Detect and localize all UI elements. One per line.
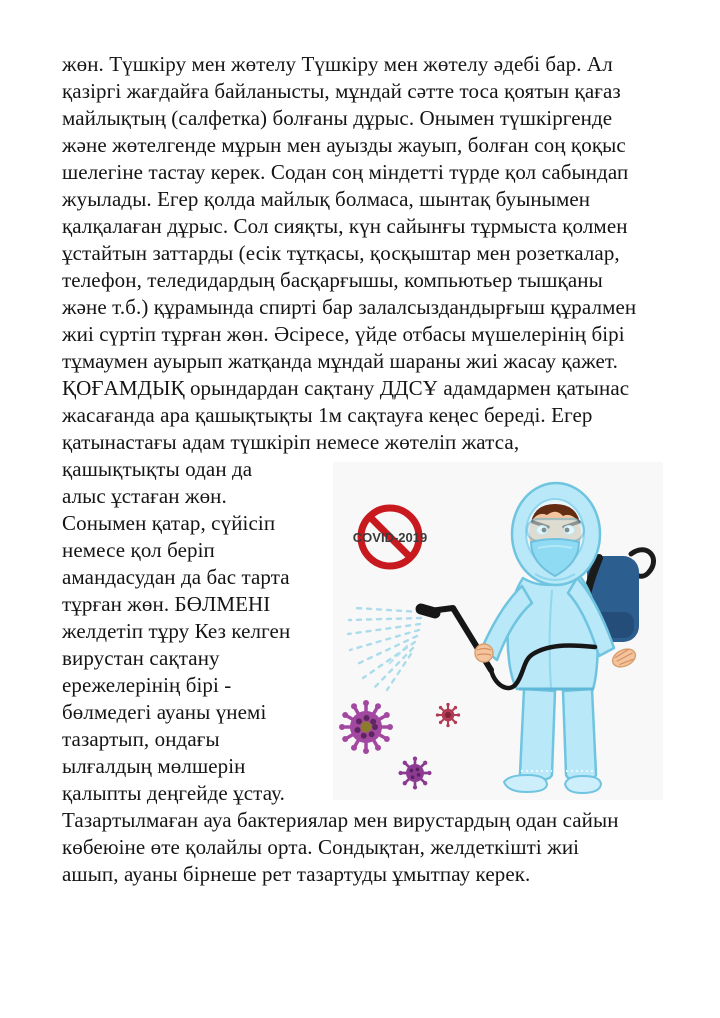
virus-icon-medium xyxy=(436,703,460,727)
text-line: және жөтелгенде мұрын мен ауызды жауып, болған соң қоқыс xyxy=(62,133,626,157)
paragraph-bottom xyxy=(62,807,668,888)
text-line: тұмаумен ауырып жатқанда мұндай шараны жиі жасау қажет. xyxy=(62,349,618,373)
text-line: қазіргі жағдайға байланысты, мұндай сәтте тоса қоятын қағаз xyxy=(62,79,621,103)
text-line: қатынастағы адам түшкіріп немесе жөтеліп жатса, xyxy=(62,430,520,454)
text-line: қалқалаған дұрыс. Сол сияқты, күн сайынғы тұрмыста қолмен xyxy=(62,214,628,238)
text-line: жуылады. Егер қолда майлық болмаса, шынтақ буынымен xyxy=(62,187,591,211)
text-line: және т.б.) құрамында спирті бар залалсыздандырғыш құралмен xyxy=(62,295,637,319)
covid-sign-label: COVID-2019 xyxy=(352,530,428,545)
text-line: ылғалдың мөлшерін xyxy=(62,754,246,778)
text-line: телефон, теледидардың басқарғышы, компьютьер тышқаны xyxy=(62,268,603,292)
left-shoe xyxy=(504,775,547,792)
wand-nozzle xyxy=(421,609,435,613)
text-line: қашықтықты одан да xyxy=(62,457,253,481)
text-line: вирустан сақтану xyxy=(62,646,220,670)
text-line: қалыпты деңгейде ұстау. xyxy=(62,781,285,805)
text-line: ашып, ауаны бірнеше рет тазартуды ұмытпау керек. xyxy=(62,862,531,886)
text-line: жасағанда ара қашықтықты 1м сақтауға кеңес береді. Егер xyxy=(62,403,593,427)
text-line: жөн. Түшкіру мен жөтелу Түшкіру мен жөтелу әдебі бар. Ал xyxy=(62,52,613,76)
text-line: Тазартылмаған ауа бактериялар мен вирустардың одан сайын xyxy=(62,808,619,832)
left-hand xyxy=(475,644,493,662)
text-line: алыс ұстаған жөн. xyxy=(62,484,227,508)
text-line: ережелерінің бірі - xyxy=(62,673,232,697)
text-line: желдетіп тұру Кез келген xyxy=(62,619,291,643)
text-line: ұстайтын заттарды (есік тұтқасы, қосқыштар мен розеткалар, xyxy=(62,241,620,265)
text-line: бөлмедегі ауаны үнемі xyxy=(62,700,267,724)
text-line: майлықтың (салфетка) болғаны дұрыс. Онымен түшкіргенде xyxy=(62,106,613,130)
text-line: шелегіне тастау керек. Содан соң міндетті түрде қол сабындап xyxy=(62,160,629,184)
text-line: тұрған жөн. БӨЛМЕНІ xyxy=(62,592,271,616)
suit-right-leg xyxy=(563,689,596,780)
text-line: тазартып, ондағы xyxy=(62,727,220,751)
text-line: амандасудан да бас тарта xyxy=(62,565,290,589)
disinfection-illustration xyxy=(333,462,663,800)
paragraph-top xyxy=(62,51,668,456)
text-line: көбеюіне өте қолайлы орта. Сондықтан, желдеткішті жиі xyxy=(62,835,580,859)
text-line: немесе қол беріп xyxy=(62,538,215,562)
text-line: ҚОҒАМДЫҚ орындардан сақтану ДДСҰ адамдармен қатынас xyxy=(62,376,630,400)
goggles-icon xyxy=(527,519,584,541)
right-shoe xyxy=(565,776,601,793)
text-line: жиі сүртіп тұрған жөн. Әсіресе, үйде отбасы мүшелерінің бірі xyxy=(62,322,625,346)
text-line: Сонымен қатар, сүйісіп xyxy=(62,511,276,535)
suit-left-leg xyxy=(520,689,555,780)
virus-icon-small xyxy=(398,756,431,789)
